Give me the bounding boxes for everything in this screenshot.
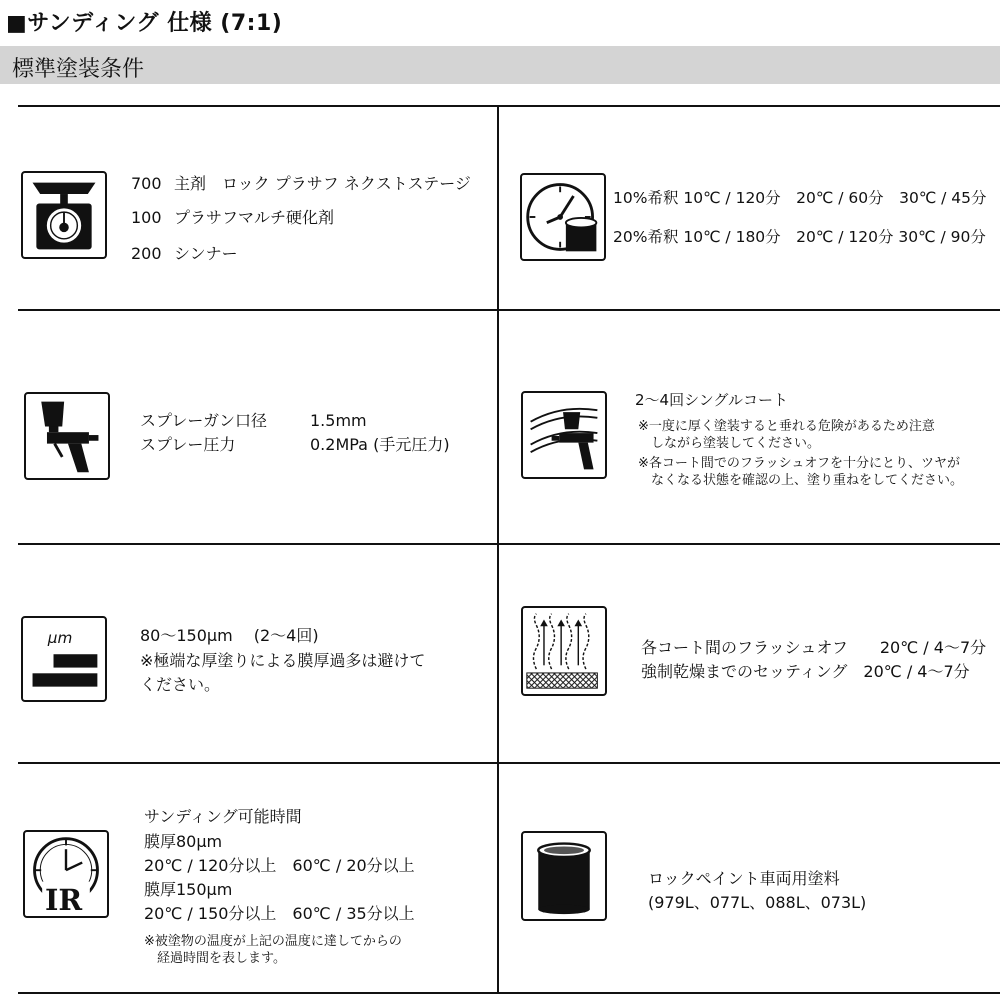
sanding-line-4: 膜厚150μm — [144, 880, 233, 899]
film-thickness-icon — [21, 616, 107, 702]
mix-qty-3: 200 — [131, 244, 162, 263]
table-divider-1 — [18, 309, 1000, 311]
ir-clock-icon — [23, 830, 109, 918]
spray-value-2: 0.2MPa (手元圧力) — [310, 435, 450, 454]
spray-gun-icon — [24, 392, 110, 480]
coats-note-1: ※一度に厚く塗装すると垂れる危険があるため注意 — [638, 419, 935, 434]
table-divider-2 — [18, 543, 1000, 545]
sanding-line-2: 膜厚80μm — [144, 832, 223, 851]
spray-label-1: スプレーガン口径 — [140, 411, 268, 430]
sanding-note-2: 経過時間を表します。 — [144, 951, 286, 966]
ir-label: IR — [45, 883, 83, 916]
mix-text-1: 主剤 ロック プラサフ ネクストステージ — [174, 174, 471, 193]
page-title: ■サンディング 仕様 (7:1) — [6, 11, 283, 36]
product-line-1: ロックペイント車両用塗料 — [648, 869, 840, 888]
mix-qty-1: 700 — [131, 174, 162, 193]
pot-life-line-1: 10%希釈 10℃ / 120分 20℃ / 60分 30℃ / 45分 — [613, 189, 987, 207]
micrometer-label: μm — [47, 628, 73, 647]
sanding-note-1: ※被塗物の温度が上記の温度に達してからの — [144, 934, 402, 949]
mix-line-1 — [131, 172, 471, 196]
paint-can-icon — [521, 831, 607, 921]
mix-text-2: プラサフマルチ硬化剤 — [174, 208, 335, 227]
scale-icon — [21, 171, 107, 259]
coats-heading: 2～4回シングルコート — [635, 391, 788, 409]
sanding-line-5: 20℃ / 150分以上 60℃ / 35分以上 — [144, 904, 415, 923]
film-line-2: ※極端な厚塗りによる膜厚過多は避けて — [140, 651, 426, 670]
coats-note-3: ※各コート間でのフラッシュオフを十分にとり、ツヤが — [638, 456, 960, 471]
sanding-line-1: サンディング可能時間 — [144, 807, 302, 826]
pot-life-line-2: 20%希釈 10℃ / 180分 20℃ / 120分 30℃ / 90分 — [613, 228, 986, 246]
spray-value-1: 1.5mm — [310, 411, 367, 430]
evaporation-icon — [521, 606, 607, 696]
mix-line-3 — [131, 242, 238, 266]
spray-row-2 — [140, 433, 450, 457]
spray-label-2: スプレー圧力 — [140, 435, 236, 454]
flash-line-2: 強制乾燥までのセッティング 20℃ / 4～7分 — [641, 662, 970, 681]
sanding-line-3: 20℃ / 120分以上 60℃ / 20分以上 — [144, 856, 415, 875]
clock-can-icon — [520, 173, 606, 261]
coats-note-2: しながら塗装してください。 — [638, 436, 821, 451]
mix-text-3: シンナー — [174, 244, 238, 263]
table-center-divider — [497, 106, 499, 994]
spray-coats-icon — [521, 391, 607, 479]
section-title: 標準塗装条件 — [12, 57, 145, 82]
flash-line-1: 各コート間のフラッシュオフ 20℃ / 4～7分 — [641, 638, 987, 657]
film-line-3: ください。 — [140, 675, 221, 694]
film-line-1: 80～150μm (2～4回) — [140, 626, 319, 645]
product-line-2: (979L、077L、088L、073L) — [648, 893, 867, 912]
table-border-bottom — [18, 992, 1000, 994]
mix-qty-2: 100 — [131, 208, 162, 227]
table-divider-3 — [18, 762, 1000, 764]
mix-line-2 — [131, 206, 334, 230]
coats-note-4: なくなる状態を確認の上、塗り重ねをしてください。 — [638, 473, 964, 488]
section-header — [0, 46, 1000, 84]
table-border-top — [18, 105, 1000, 107]
spray-row-1 — [140, 409, 367, 433]
